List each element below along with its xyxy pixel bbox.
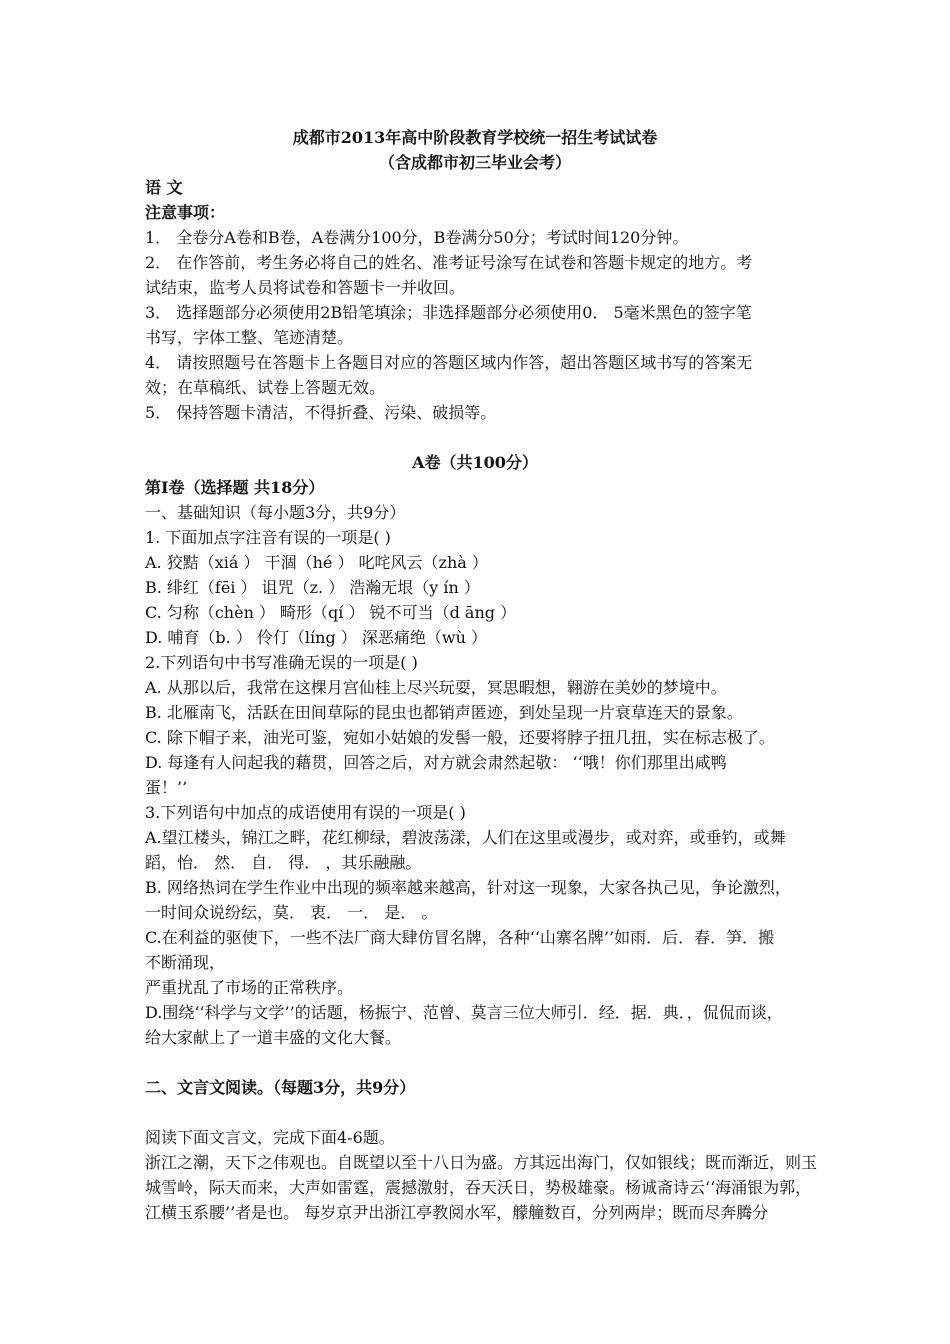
section-2-heading: 二、文言文阅读。（每题3分，共9分） — [145, 1078, 416, 1097]
section-a-title: A卷（共100分） — [412, 453, 538, 472]
note-line: 2． 在作答前，考生务必将自己的姓名、准考证号涂写在试卷和答题卡规定的地方。考 — [145, 253, 753, 272]
question-2-option-d: D. 每逢有人问起我的藉贯，回答之后，对方就会肃然起敬： ‘‘哦！你们那里出咸鸭 — [145, 753, 727, 772]
note-line: 3． 选择题部分必须使用2B铅笔填涂；非选择题部分必须使用0． 5毫米黑色的签字笔 — [145, 303, 752, 322]
question-1-option-d: D. 哺育（b. ） 伶仃（líng ） 深恶痛绝（wù ） — [145, 628, 487, 647]
question-3-option-d-cont: 给大家献上了一道丰盛的文化大餐。 — [145, 1028, 402, 1047]
note-line: 效；在草稿纸、试卷上答题无效。 — [145, 378, 386, 397]
subject-label: 语 文 — [145, 178, 183, 197]
basics-heading: 一、基础知识（每小题3分，共9分） — [145, 503, 406, 522]
question-2-option-b: B. 北雁南飞，活跃在田间草际的昆虫也都销声匿迹，到处呈现一片衰草连天的景象。 — [145, 703, 743, 722]
question-1-option-b: B. 绯红（fēi ） 诅咒（z. ） 浩瀚无垠（y ín ） — [145, 578, 480, 597]
question-2-stem: 2.下列语句中书写准确无误的一项是( ) — [145, 653, 418, 672]
question-3-stem: 3.下列语句中加点的成语使用有误的一项是( ) — [145, 803, 466, 822]
question-1-option-c: C. 匀称（chèn ） 畸形（qí ） 锐不可当（d āng ） — [145, 603, 517, 622]
passage-line: 城雪岭，际天而来，大声如雷霆，震撼激射，吞天沃日，势极雄豪。杨诚斋诗云‘‘海涌银为郭， — [145, 1178, 812, 1197]
reading-intro: 阅读下面文言文，完成下面4-6题。 — [145, 1128, 395, 1147]
note-line: 1． 全卷分A卷和B卷，A卷满分100分，B卷满分50分；考试时间120分钟。 — [145, 228, 689, 247]
question-3-option-a-cont: 蹈，怡． 然． 自． 得． ，其乐融融。 — [145, 853, 422, 872]
passage-line: 江横玉系腰’’者是也。 每岁京尹出浙江亭教阅水军，艨艟数百，分列两岸；既而尽奔腾分 — [145, 1203, 769, 1222]
question-1-option-a: A. 狡黠（xiá ） 干涸（hé ） 叱咤风云（zhà ） — [145, 553, 488, 572]
question-3-option-b: B. 网络热词在学生作业中出现的频率越来越高，针对这一现象，大家各执己见，争论激烈， — [145, 878, 791, 897]
exam-title: 成都市2013年高中阶段教育学校统一招生考试试卷 — [292, 128, 658, 147]
question-2-option-c: C. 除下帽子来，油光可鉴，宛如小姑娘的发髻一般，还要将脖子扭几扭，实在标志极了。 — [145, 728, 775, 747]
note-line: 书写，字体工整、笔迹清楚。 — [145, 328, 354, 347]
exam-subtitle: （含成都市初三毕业会考） — [378, 153, 571, 172]
question-2-option-d-cont: 蛋！’’ — [145, 778, 188, 797]
notes-heading: 注意事项： — [145, 203, 226, 222]
note-line: 4． 请按照题号在答题卡上各题目对应的答题区域内作答，超出答题区域书写的答案无 — [145, 353, 753, 372]
note-line: 5． 保持答题卡清洁，不得折叠、污染、破损等。 — [145, 403, 497, 422]
passage-line: 浙江之潮，天下之伟观也。自既望以至十八日为盛。方其远出海门，仅如银线；既而渐近，则玉 — [145, 1153, 818, 1172]
question-3-option-c: C.在利益的驱使下，一些不法厂商大肆仿冒名牌，各种‘‘山寨名牌’’如雨．后．春．笋．搬 — [145, 928, 775, 947]
question-2-option-a: A. 从那以后，我常在这棵月宫仙桂上尽兴玩耍，冥思暇想，翱游在美妙的梦境中。 — [145, 678, 727, 697]
part-1-heading: 第Ⅰ卷（选择题 共18分） — [145, 478, 325, 497]
note-line: 试结束，监考人员将试卷和答题卡一并收回。 — [145, 278, 466, 297]
question-3-option-b-cont: 一时间众说纷纭，莫． 衷． 一． 是． 。 — [145, 903, 438, 922]
question-3-option-c-cont: 严重扰乱了市场的正常秩序。 — [145, 978, 354, 997]
question-3-option-d: D.围绕‘‘科学与文学’’的话题，杨振宁、范曾、莫言三位大师引．经．据．典．，侃侃而谈， — [145, 1003, 783, 1022]
question-3-option-c-cont: 不断涌现， — [145, 953, 226, 972]
question-3-option-a: A.望江楼头，锦江之畔，花红柳绿，碧波荡漾，人们在这里或漫步，或对弈，或垂钓，或舞 — [145, 828, 786, 847]
question-1-stem: 1. 下面加点字注音有误的一项是( ) — [145, 528, 391, 547]
